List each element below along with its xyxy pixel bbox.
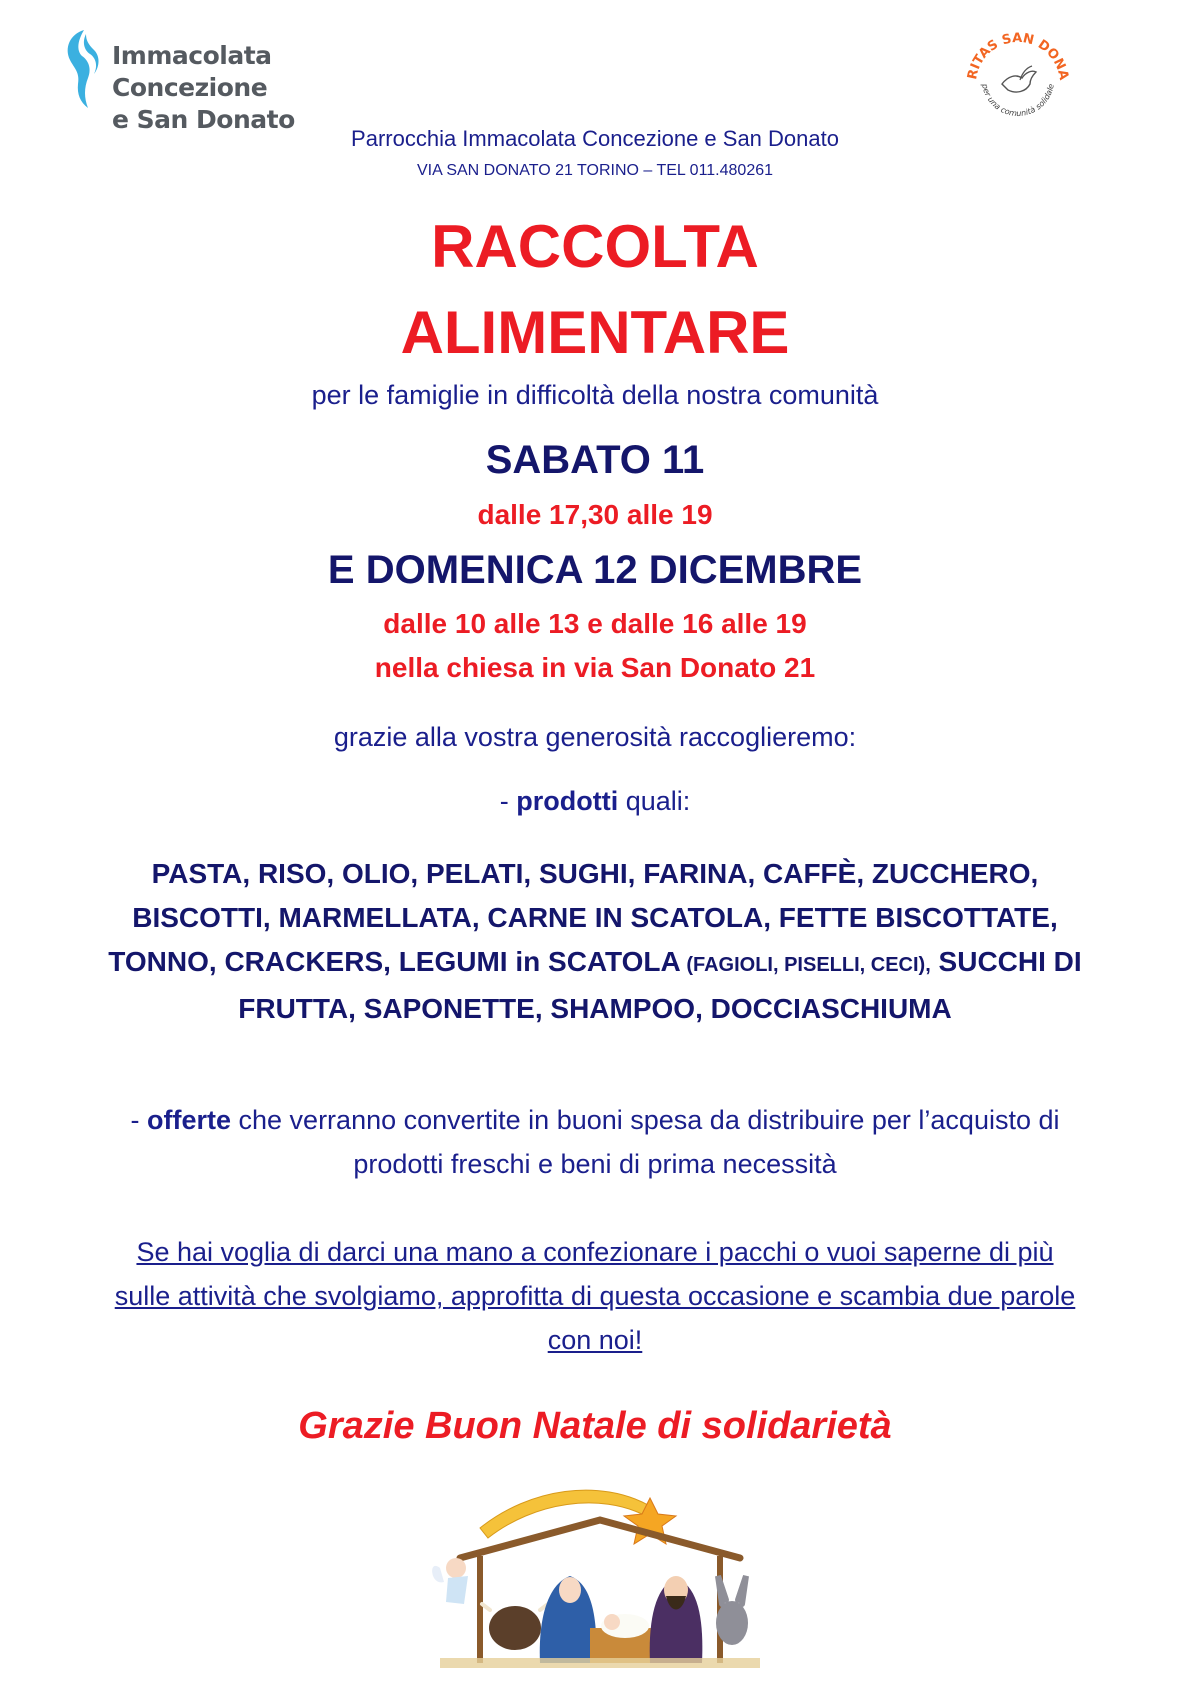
offers-dash: -: [130, 1105, 147, 1135]
products-list: [100, 852, 1090, 1031]
schedule-time1: dalle 17,30 alle 19: [477, 499, 713, 530]
schedule-day1: SABATO 11: [485, 438, 705, 482]
svg-text:per una comunità solidale: per una comunità solidale: [980, 83, 1056, 119]
products-list-part1: PASTA, RISO, OLIO, PELATI, SUGHI, FARINA, CAFFÈ, ZUCCHERO, BISCOTTI, MARMELLATA, CARNE IN SCATOLA, FETTE BISCOTTATE, TONNO, CRACKERS, LEGUMI in SCATOLA: [108, 858, 1058, 977]
nativity-illustration-icon: [420, 1458, 780, 1673]
parish-logo-line2: e San Donato: [112, 105, 295, 134]
schedule-place: nella chiesa in via San Donato 21: [374, 652, 816, 683]
products-intro: [0, 786, 1190, 817]
subtitle: per le famiglie in difficoltà della nostra comunità: [311, 380, 879, 410]
products-label: prodotti: [516, 786, 619, 816]
schedule-day2: E DOMENICA 12 DICEMBRE: [327, 548, 863, 592]
products-list-legumes-note: (FAGIOLI, PISELLI, CECI),: [680, 954, 931, 976]
parish-logo-line1: Immacolata Concezione: [112, 41, 272, 102]
closing-greeting: Grazie Buon Natale di solidarietà: [298, 1405, 892, 1447]
offers-text: che verranno convertite in buoni spesa da distribuire per l’acquisto di prodotti freschi e beni di prima necessità: [231, 1105, 1060, 1179]
parish-logo: [62, 28, 392, 134]
caritas-logo: [960, 22, 1075, 137]
schedule-time2: dalle 10 alle 13 e dalle 16 alle 19: [383, 608, 807, 639]
madonna-mark-icon: [62, 28, 102, 110]
caritas-seal-icon: [960, 22, 1075, 137]
title-line2: ALIMENTARE: [400, 299, 790, 366]
parish-name: Parrocchia Immacolata Concezione e San Donato: [351, 126, 839, 151]
thanks-intro: grazie alla vostra generosità raccoglieremo:: [333, 722, 857, 752]
offers-label: offerte: [147, 1105, 232, 1135]
products-dash: -: [499, 786, 517, 816]
title-line1: RACCOLTA: [431, 213, 759, 280]
offers-paragraph: [100, 1098, 1090, 1186]
products-list-part2: SUCCHI DI FRUTTA, SAPONETTE, SHAMPOO, DOCCIASCHIUMA: [238, 946, 1082, 1024]
svg-text:CARITAS SAN DONATO: RITAS SAN DONA: [965, 30, 1071, 81]
parish-address: VIA SAN DONATO 21 TORINO – TEL 011.480261: [416, 162, 774, 179]
volunteer-paragraph: Se hai voglia di darci una mano a confezionare i pacchi o vuoi saperne di più sulle attività che svolgiamo, approfitta di questa occasione e scambia due parole con noi!: [114, 1237, 1076, 1355]
products-label-suffix: quali:: [618, 786, 691, 816]
